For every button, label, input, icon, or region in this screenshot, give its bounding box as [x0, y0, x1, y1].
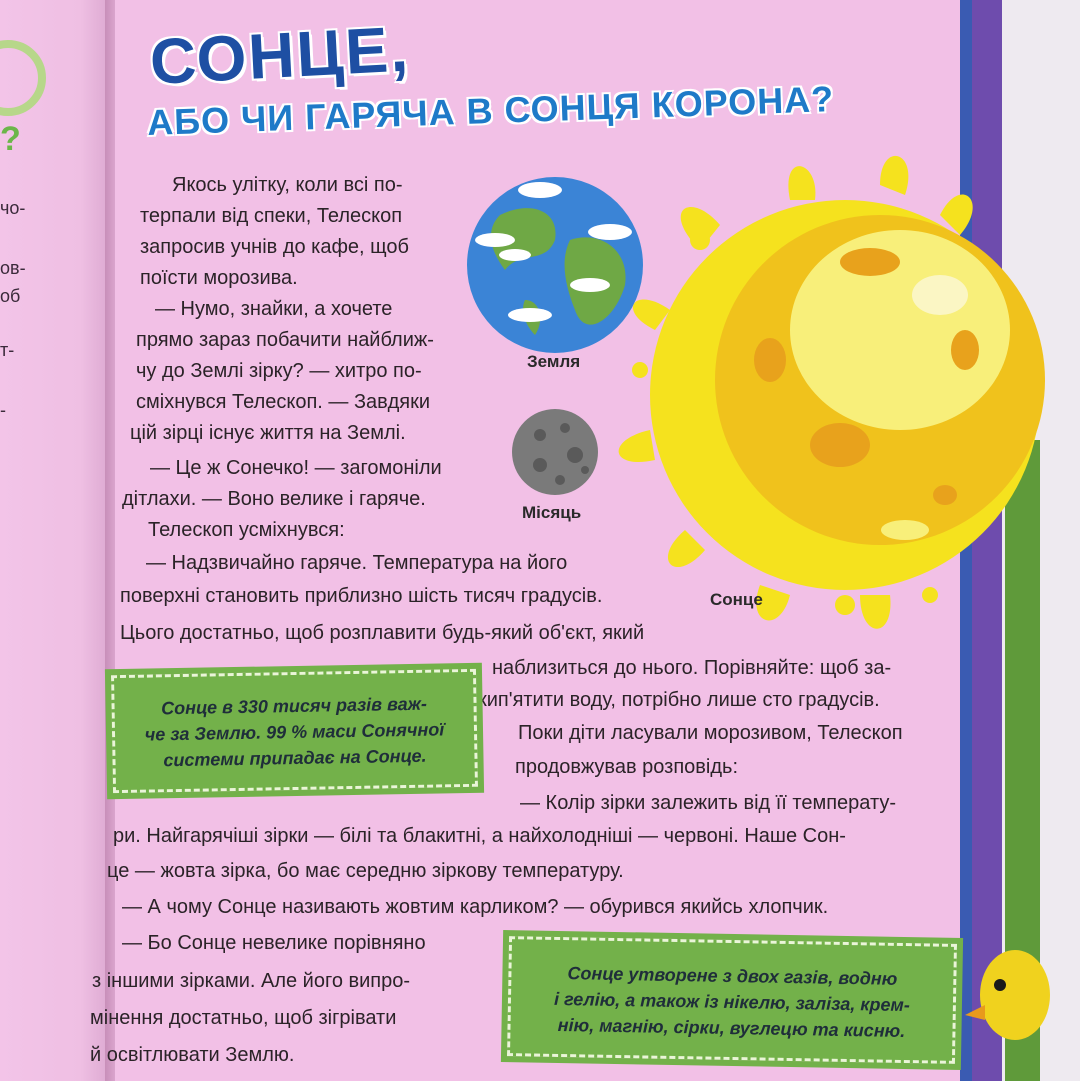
- bird-illustration: [965, 950, 1050, 1040]
- text-line: запросив учнів до кафе, щоб: [140, 236, 409, 258]
- text-line: терпали від спеки, Телескоп: [140, 205, 403, 227]
- sun-label: Сонце: [710, 590, 763, 609]
- text-line: Поки діти ласували морозивом, Телескоп: [518, 722, 903, 744]
- moon-illustration: [512, 409, 598, 495]
- text-line: продовжував розповідь:: [515, 756, 738, 778]
- text-line: цій зірці існує життя на Землі.: [130, 422, 406, 444]
- moon-label: Місяць: [522, 503, 582, 522]
- fact-box-line: нію, магнію, сірки, вуглецю та кисню.: [557, 1014, 906, 1042]
- left-page-question-mark: ?: [0, 120, 21, 158]
- left-page-fragment: об: [0, 286, 21, 306]
- left-page-fragment: -: [0, 400, 6, 420]
- left-page-fragment: ов-: [0, 258, 26, 278]
- page-subtitle: АБО ЧИ ГАРЯЧА В СОНЦЯ КОРОНА?: [146, 78, 835, 144]
- text-line: — Бо Сонце невелике порівняно: [122, 932, 426, 954]
- text-line: дітлахи. — Воно велике і гаряче.: [122, 488, 426, 510]
- fact-box-mass: [111, 669, 478, 793]
- text-line: з іншими зірками. Але його випро-: [92, 970, 411, 992]
- text-line: чу до Землі зірку? — хитро по-: [136, 360, 422, 382]
- fact-box-line: і гелію, а також із нікелю, заліза, крем-: [553, 988, 910, 1016]
- text-line: наблизиться до нього. Порівняйте: щоб за-: [492, 657, 892, 679]
- text-line: прямо зараз побачити найближ-: [136, 329, 434, 351]
- text-line: сміхнувся Телескоп. — Завдяки: [136, 391, 430, 413]
- left-page-fragment: чо-: [0, 198, 26, 218]
- text-line: — Нумо, знайки, а хочете: [155, 298, 393, 320]
- text-line: поверхні становить приблизно шість тисяч градусів.: [120, 585, 603, 607]
- text-line: ри. Найгарячіші зірки — білі та блакитні, а найхолодніші — червоні. Наше Сон-: [113, 825, 846, 847]
- fact-box-line: че за Землю. 99 % маси Сонячної: [144, 719, 445, 745]
- earth-illustration: [467, 177, 643, 353]
- sun-illustration: [619, 156, 1045, 629]
- text-line: Цього достатньо, щоб розплавити будь-який об'єкт, який: [120, 622, 645, 644]
- text-line: — А чому Сонце називають жовтим карликом? — обурився якийсь хлопчик.: [122, 896, 829, 918]
- text-line: кип'ятити воду, потрібно лише сто градусів.: [478, 689, 880, 711]
- text-line: мінення достатньо, щоб зігрівати: [90, 1007, 397, 1029]
- earth-label: Земля: [527, 352, 581, 371]
- text-line: це — жовта зірка, бо має середню зіркову температуру.: [107, 860, 624, 882]
- text-line: — Це ж Сонечко! — загомоніли: [150, 457, 442, 479]
- text-line: — Надзвичайно гаряче. Температура на його: [146, 552, 568, 574]
- text-line: — Колір зірки залежить від її температу-: [520, 792, 897, 814]
- fact-box-composition: [507, 936, 957, 1064]
- fact-box-line: системи припадає на Сонце.: [163, 745, 427, 771]
- text-line: Якось улітку, коли всі по-: [172, 174, 403, 196]
- fact-box-line: Сонце утворене з двох газів, водню: [567, 963, 898, 989]
- text-line: Телескоп усміхнувся:: [148, 519, 345, 541]
- left-page-fragment: т-: [0, 340, 15, 360]
- text-line: поїсти морозива.: [140, 267, 298, 289]
- fact-box-line: Сонце в 330 тисяч разів важ-: [161, 693, 428, 719]
- page-title: СОНЦЕ,: [148, 12, 412, 99]
- text-line: й освітлювати Землю.: [90, 1044, 295, 1066]
